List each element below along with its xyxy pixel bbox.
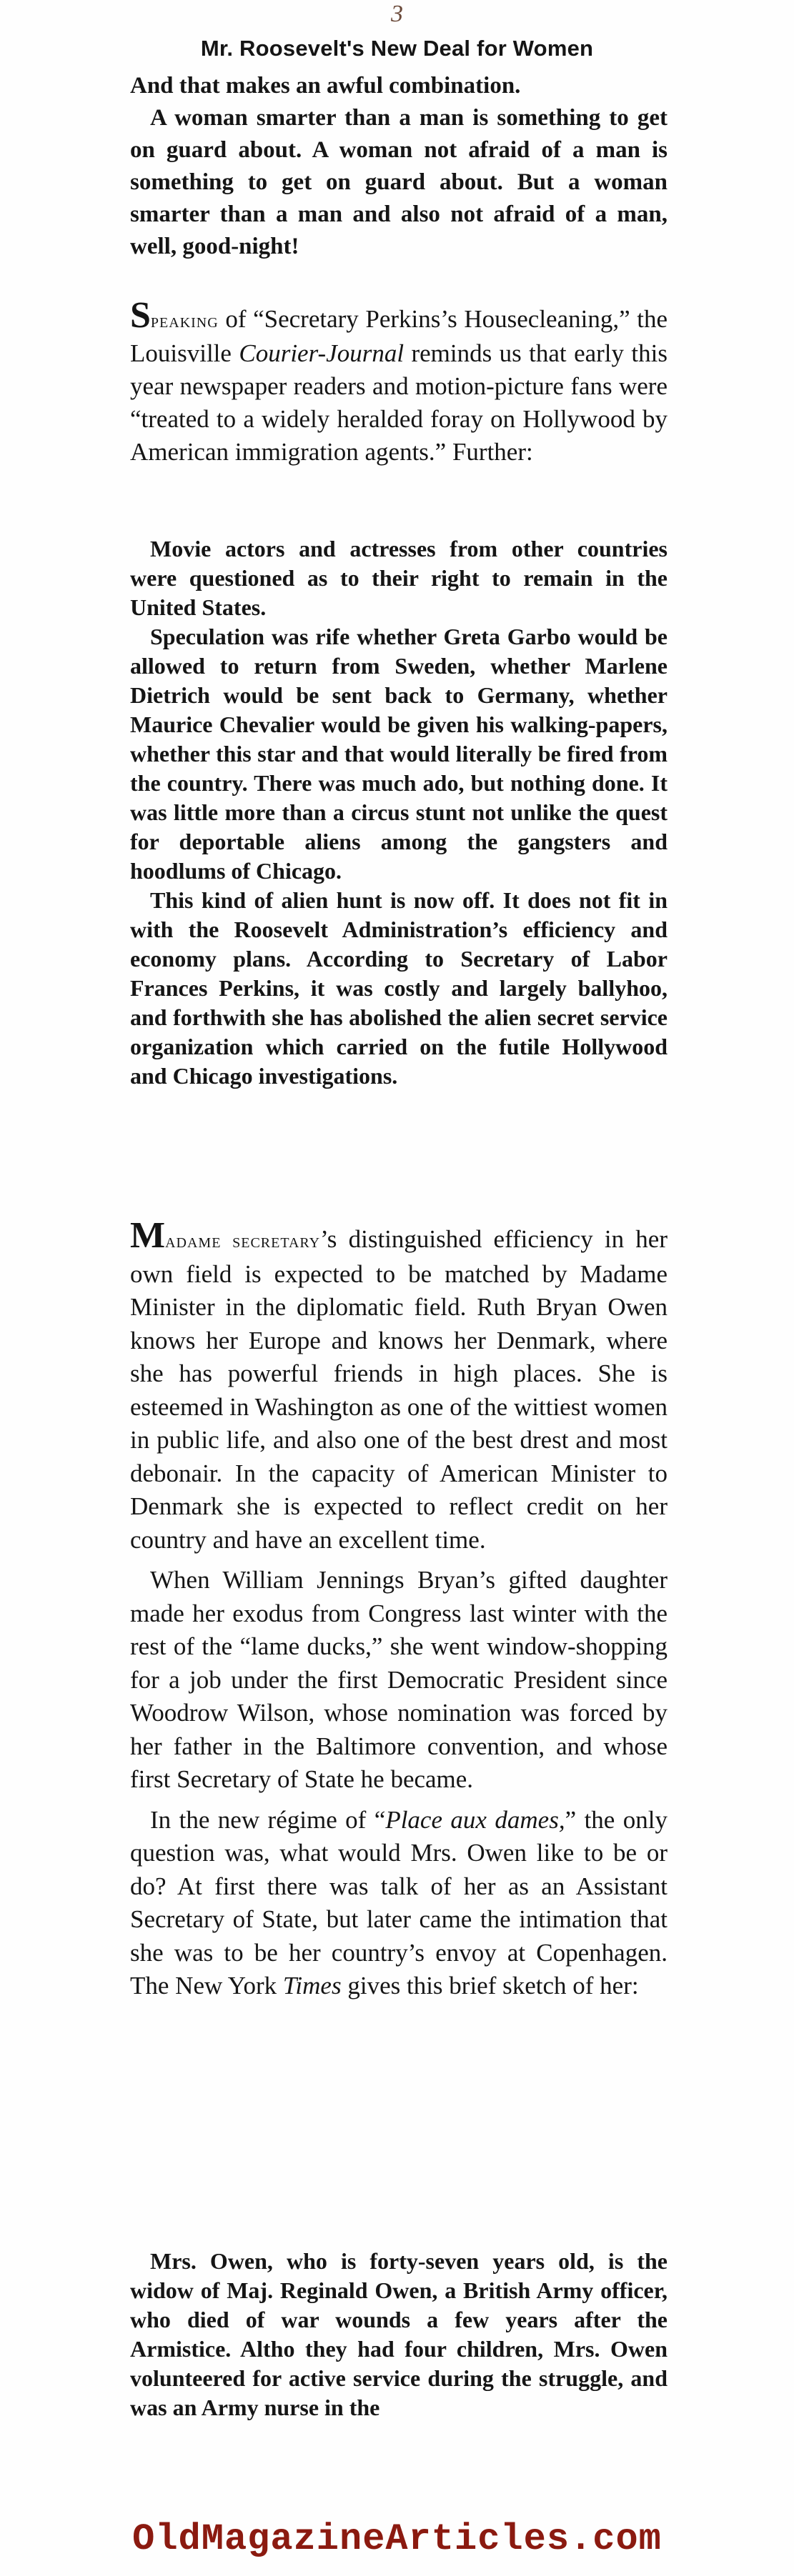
paragraph: In the new régime of “Place aux dames,” the only question was, what would Mrs. Owen like to be or do? At first there was talk of her as an Assistant Secretary of State, but later came the intimation that she was to be her country’s envoy at Copenhagen. The New York Times gives this brief sketch of her:	[130, 1805, 668, 2000]
quote-paragraph: Movie actors and actresses from other countries were questioned as to their right to remain in the United States.	[130, 536, 668, 620]
paragraph: A woman smarter than a man is something to get on guard about. A woman not afraid of a man is something to get on guard about. But a woman smarter than a man and also not afraid of a man, well, good-night!	[130, 105, 668, 259]
opening-text	[130, 70, 668, 263]
quote-paragraph: Speculation was rife whether Greta Garbo would be allowed to return from Sweden, whether Marlene Dietrich would be sent back to Germany, whether Maurice Chevalier would be given his walking-papers, whether this star and that would literally be fired from the country. There was much ado, but nothing done. It was little more than a circus stunt not unlike the quest for deportable aliens among the gangsters and hoodlums of Chicago.	[130, 624, 668, 884]
paragraph: And that makes an awful combination.	[130, 73, 521, 99]
running-head: Mr. Roosevelt's New Deal for Women	[200, 36, 594, 61]
lead-in: peaking	[150, 309, 219, 332]
section-madame-minister	[130, 1215, 668, 2003]
page-number: 3	[391, 1, 403, 27]
section-perkins	[130, 295, 668, 469]
quote-paragraph: This kind of alien hunt is now off. It does not fit in with the Roosevelt Administration’s efficiency and economy plans. According to Secretary of Labor Frances Perkins, it was costly and largely ballyhoo, and forthwith she has abolished the alien secret service organization which carried on the futile Hollywood and Chicago investigations.	[130, 887, 668, 1089]
lead-in: adame secretary	[165, 1229, 321, 1252]
publication-name: Times	[282, 1972, 342, 2000]
quote-paragraph: Mrs. Owen, who is forty-seven years old, is the widow of Maj. Reginald Owen, a British Army officer, who died of war wounds a few years after the Armistice. Altho they had four children, Mrs. Owen volunteered for active service during the struggle, and was an Army nurse in the	[130, 2248, 668, 2420]
block-quote	[130, 2247, 668, 2422]
paragraph: Speaking of “Secretary Perkins’s Housecleaning,” the Louisville Courier-Journal reminds us that early this year newspaper readers and motion-picture fans were “treated to a widely heralded foray on Hollywood by American immigration agents.” Further:	[130, 295, 668, 466]
publication-name: Courier-Journal	[239, 339, 405, 367]
paragraph: When William Jennings Bryan’s gifted daughter made her exodus from Congress last winter with the rest of the “lame ducks,” she went window-shopping for a job under the first Democratic President since Woodrow Wilson, whose nomination was forced by her father in the Baltimore convention, and whose first Secretary of State he became.	[130, 1566, 668, 1793]
paragraph: Madame secretary’s distinguished efficiency in her own field is expected to be matched by Madame Minister in the diplomatic field. Ruth Bryan Owen knows her Europe and knows her Denmark, where she has powerful friends in high places. She is esteemed in Washington as one of the wittiest women in public life, and also one of the best drest and most debonair. In the capacity of American Minister to Denmark she is expected to reflect credit on her country and have an excellent time.	[130, 1215, 668, 1554]
drop-cap: S	[130, 295, 151, 336]
site-watermark: OldMagazineArticles.com	[132, 2518, 662, 2560]
block-quote	[130, 534, 668, 1091]
drop-cap: M	[130, 1215, 166, 1256]
